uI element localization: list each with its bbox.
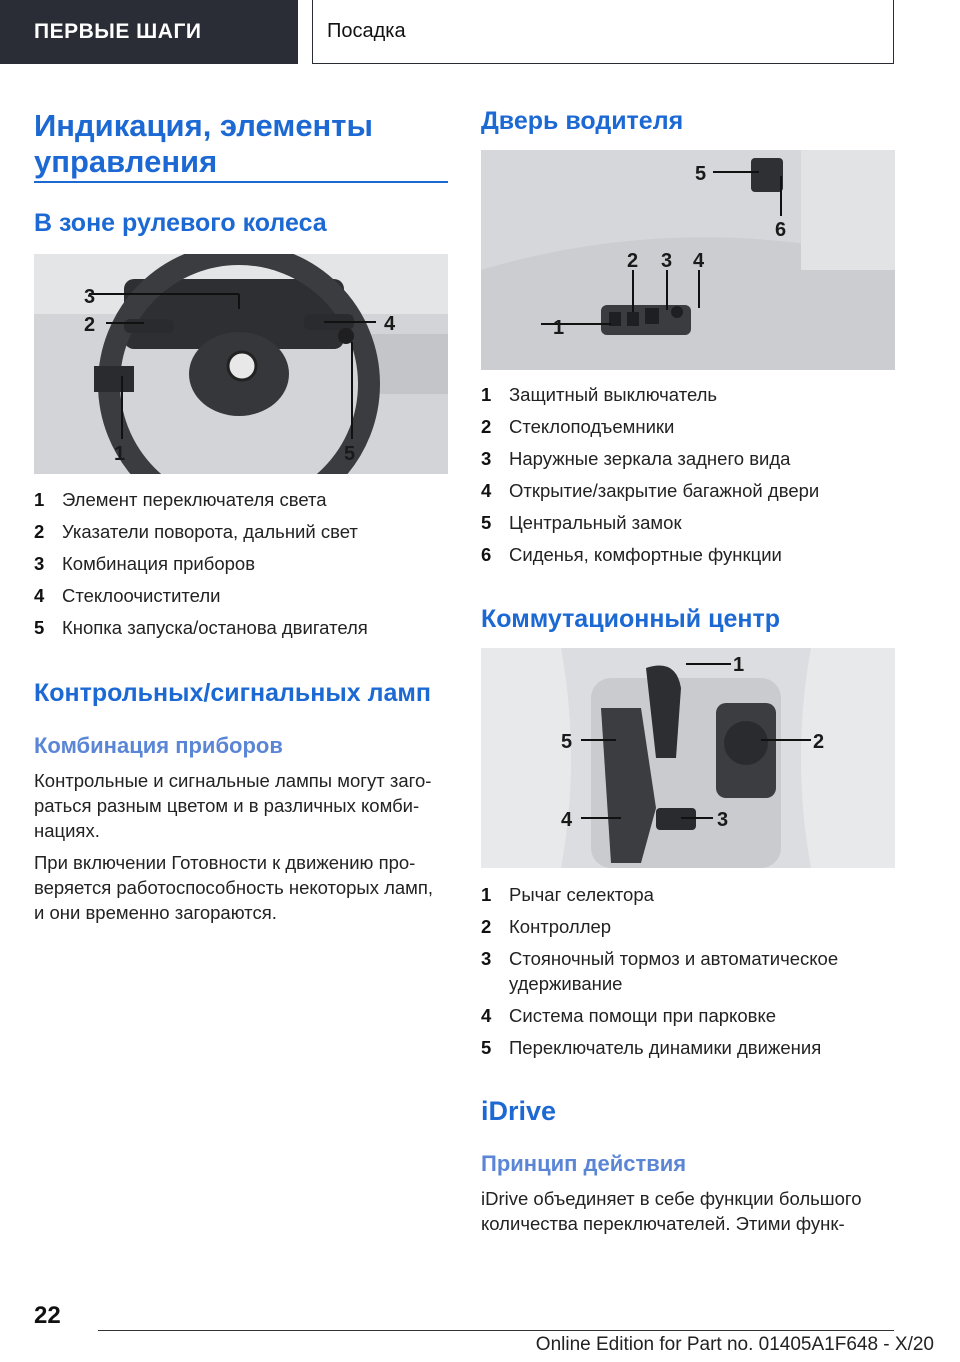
footer-rule — [98, 1330, 894, 1331]
wheel-callout-3: 3 — [84, 286, 96, 308]
door-heading: Дверь водителя — [481, 107, 684, 135]
wheel-callout-5: 5 — [344, 443, 356, 465]
cluster-heading: Комбинация приборов — [34, 733, 283, 758]
wheel-callout-2: 2 — [84, 314, 96, 336]
page-title-line1: Индикация, элементы — [34, 108, 373, 143]
section-title: ПЕРВЫЕ ШАГИ — [34, 20, 202, 43]
list-item: 1 Элемент переключателя света — [34, 489, 327, 510]
door-callout-3: 3 — [661, 250, 673, 272]
list-item: 2 Контроллер — [481, 916, 612, 937]
list-item: 3 Наружные зеркала заднего вида — [481, 448, 791, 469]
section-tab — [0, 0, 298, 64]
wheel-callout-1: 1 — [114, 443, 126, 465]
door-legend — [481, 382, 895, 574]
door-callout-5: 5 — [695, 163, 707, 185]
list-item: 4 Система помощи при парковке — [481, 1005, 777, 1026]
list-item: 5 Центральный замок — [481, 512, 682, 533]
list-item: 3 Стояночный тормоз и автоматическое удерживание — [481, 948, 839, 994]
list-item: 2 Указатели поворота, дальний свет — [34, 521, 358, 542]
footer-edition: Online Edition for Part no. 01405A1F648 - X/20 — [535, 1334, 934, 1355]
page-title-line2: управления — [34, 144, 218, 179]
page-number: 22 — [34, 1302, 61, 1329]
wheel-legend — [34, 487, 448, 647]
paragraph-idrive: iDrive объединяет в себе функции большого количества переключателей. Этими функ- — [481, 1188, 862, 1234]
list-item: 5 Кнопка запуска/останова двигателя — [34, 617, 368, 638]
center-callout-2: 2 — [813, 731, 825, 753]
title-rule — [34, 181, 448, 183]
steering-wheel-photo — [34, 254, 448, 474]
paragraph-readiness: При включении Готовности к движению про- веряется работоспособность некоторых ламп, и они временно загораются. — [34, 852, 434, 923]
principle-heading: Принцип действия — [481, 1151, 687, 1176]
center-console-photo — [481, 648, 895, 868]
wheel-heading: В зоне рулевого колеса — [34, 209, 327, 237]
lamps-heading: Контрольных/сигнальных ламп — [34, 679, 431, 707]
chapter-tab — [312, 0, 894, 64]
chapter-title: Посадка — [327, 20, 406, 42]
list-item: 6 Сиденья, комфортные функции — [481, 544, 782, 565]
list-item: 3 Комбинация приборов — [34, 553, 256, 574]
list-item: 2 Стеклоподъемники — [481, 416, 675, 437]
wheel-callout-4: 4 — [384, 313, 396, 335]
list-item: 5 Переключатель динамики движения — [481, 1037, 822, 1058]
paragraph-lamps: Контрольные и сигнальные лампы могут заго- раться разным цветом и в различных комби- нациях. — [34, 770, 432, 841]
idrive-heading: iDrive — [481, 1096, 557, 1126]
driver-door-photo — [481, 150, 895, 370]
center-legend — [481, 882, 895, 1067]
door-callout-4: 4 — [693, 250, 705, 272]
center-callout-5: 5 — [561, 731, 573, 753]
list-item: 1 Защитный выключатель — [481, 384, 718, 405]
door-callout-2: 2 — [627, 250, 639, 272]
list-item: 4 Стеклоочистители — [34, 585, 221, 606]
center-heading: Коммутационный центр — [481, 605, 780, 633]
list-item: 4 Открытие/закрытие багажной двери — [481, 480, 820, 501]
center-callout-1: 1 — [733, 654, 745, 676]
door-callout-6: 6 — [775, 219, 787, 241]
list-item: 1 Рычаг селектора — [481, 884, 654, 905]
center-callout-3: 3 — [717, 809, 729, 831]
door-callout-1: 1 — [553, 317, 565, 339]
center-callout-4: 4 — [561, 809, 573, 831]
